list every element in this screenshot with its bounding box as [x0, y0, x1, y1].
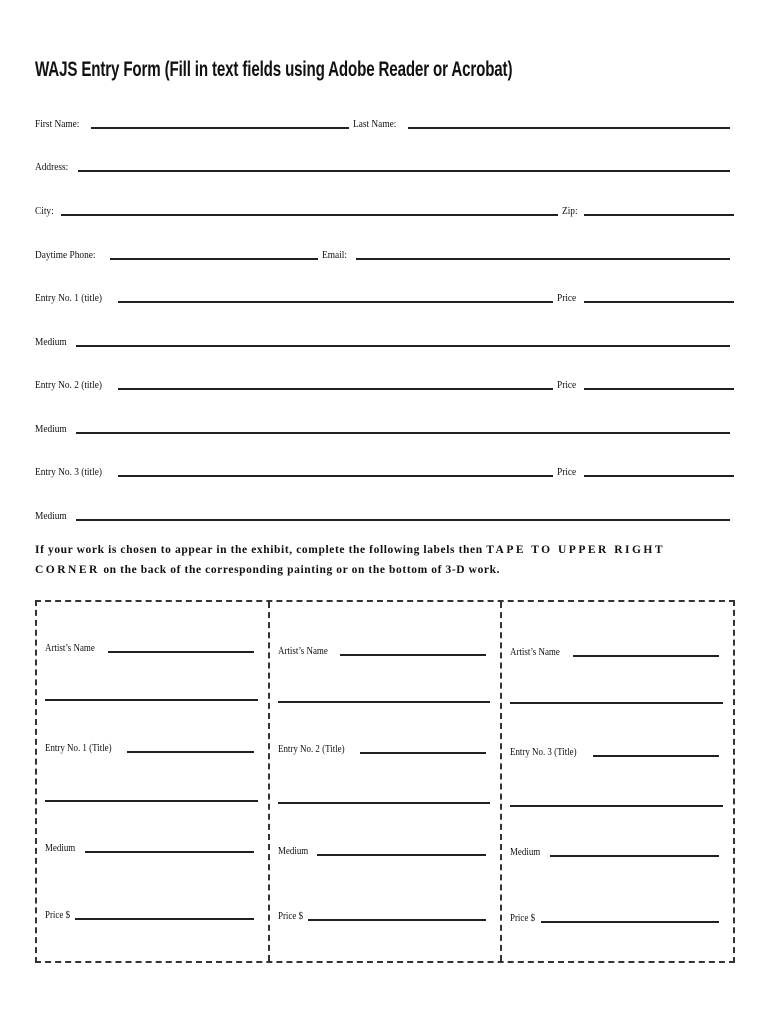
- entry-title-field-2[interactable]: [510, 805, 723, 807]
- name-row: [35, 114, 734, 132]
- price-row: [278, 908, 491, 924]
- entry-1-price-field[interactable]: [584, 301, 734, 303]
- artwork-label-2: [270, 602, 503, 961]
- label-instructions: [35, 540, 735, 580]
- email-label: Email:: [322, 249, 348, 261]
- entry-2-price-label: Price: [557, 379, 577, 391]
- price-label: Price $: [510, 913, 536, 924]
- entry-2-row: [35, 375, 734, 393]
- artist-name-label: Artist’s Name: [510, 647, 561, 658]
- zip-label: Zip:: [561, 205, 578, 217]
- price-row: [510, 910, 723, 926]
- entry-3-title-label: Entry No. 3 (title): [35, 466, 103, 478]
- entry-1-title-field[interactable]: [118, 301, 554, 303]
- medium-field[interactable]: [85, 851, 254, 853]
- entry-title-label: Entry No. 3 (Title): [510, 747, 577, 758]
- zip-field[interactable]: [584, 214, 734, 216]
- form-title: WAJS Entry Form (Fill in text fields using Adobe Reader or Acrobat): [35, 58, 513, 81]
- instructions-text-1: If your work is chosen to appear in the exhibit, complete the following labels then: [35, 544, 487, 556]
- price-label: Price $: [277, 911, 303, 922]
- entry-title-field-2[interactable]: [45, 800, 258, 802]
- medium-row: [278, 843, 491, 859]
- artwork-label-1: [37, 602, 270, 961]
- first-name-field[interactable]: [91, 127, 349, 129]
- entry-3-medium-row: [35, 506, 734, 524]
- artist-name-field[interactable]: [340, 654, 486, 656]
- entry-title-field-2[interactable]: [278, 802, 491, 804]
- artist-name-field-2[interactable]: [45, 699, 258, 701]
- artwork-labels: [35, 600, 735, 963]
- artwork-label-3: [502, 602, 733, 961]
- price-row: [45, 907, 258, 923]
- medium-row: [45, 840, 258, 856]
- email-field[interactable]: [356, 258, 730, 260]
- entry-2-medium-label: Medium: [35, 423, 67, 435]
- entry-2-medium-field[interactable]: [76, 432, 730, 434]
- entry-title-field[interactable]: [360, 752, 486, 754]
- medium-row: [510, 844, 723, 860]
- entry-3-row: [35, 462, 734, 480]
- price-field[interactable]: [75, 918, 253, 920]
- entry-row: [278, 741, 491, 757]
- entry-title-label: Entry No. 1 (Title): [45, 743, 112, 754]
- city-field[interactable]: [61, 214, 558, 216]
- last-name-field[interactable]: [408, 127, 730, 129]
- instructions-text-2: on the back of the corresponding painting or on the bottom of 3-D work.: [99, 564, 501, 576]
- instructions-emphasis: TAPE TO UPPER RIGHT CORNER: [35, 544, 665, 576]
- medium-field[interactable]: [317, 854, 486, 856]
- artist-row: [45, 640, 258, 656]
- entry-1-medium-label: Medium: [35, 336, 67, 348]
- artist-name-label: Artist’s Name: [277, 646, 328, 657]
- price-label: Price $: [45, 910, 71, 921]
- city-zip-row: [35, 201, 734, 219]
- entry-3-medium-label: Medium: [35, 510, 67, 522]
- city-label: City:: [35, 205, 54, 217]
- entry-1-medium-field[interactable]: [76, 345, 730, 347]
- address-label: Address:: [35, 161, 69, 173]
- artist-name-field[interactable]: [108, 651, 254, 653]
- medium-label: Medium: [510, 847, 541, 858]
- artist-name-field-2[interactable]: [510, 702, 723, 704]
- artist-name-label: Artist’s Name: [45, 643, 95, 654]
- artist-name-field[interactable]: [573, 655, 719, 657]
- entry-3-medium-field[interactable]: [76, 519, 730, 521]
- entry-1-title-label: Entry No. 1 (title): [35, 292, 103, 304]
- entry-2-medium-row: [35, 419, 734, 437]
- phone-email-row: [35, 245, 734, 263]
- entry-2-price-field[interactable]: [584, 388, 734, 390]
- entry-row: [510, 744, 723, 760]
- phone-label: Daytime Phone:: [35, 249, 96, 261]
- medium-label: Medium: [277, 846, 308, 857]
- entry-3-price-label: Price: [557, 466, 577, 478]
- entry-1-medium-row: [35, 332, 734, 350]
- entry-row: [45, 740, 258, 756]
- price-field[interactable]: [308, 919, 486, 921]
- price-field[interactable]: [541, 921, 719, 923]
- last-name-label: Last Name:: [353, 118, 397, 130]
- artist-row: [510, 644, 723, 660]
- first-name-label: First Name:: [35, 118, 80, 130]
- entry-2-title-label: Entry No. 2 (title): [35, 379, 103, 391]
- entry-1-row: [35, 288, 734, 306]
- phone-field[interactable]: [110, 258, 318, 260]
- entry-2-title-field[interactable]: [118, 388, 554, 390]
- medium-label: Medium: [45, 843, 76, 854]
- artist-name-field-2[interactable]: [278, 701, 491, 703]
- entry-title-field[interactable]: [127, 751, 253, 753]
- address-row: [35, 157, 734, 175]
- address-field[interactable]: [78, 170, 730, 172]
- entry-1-price-label: Price: [557, 292, 577, 304]
- entry-3-price-field[interactable]: [584, 475, 734, 477]
- entry-3-title-field[interactable]: [118, 475, 554, 477]
- medium-field[interactable]: [550, 855, 719, 857]
- entry-title-field[interactable]: [593, 755, 719, 757]
- artist-row: [278, 643, 491, 659]
- entry-title-label: Entry No. 2 (Title): [277, 744, 345, 755]
